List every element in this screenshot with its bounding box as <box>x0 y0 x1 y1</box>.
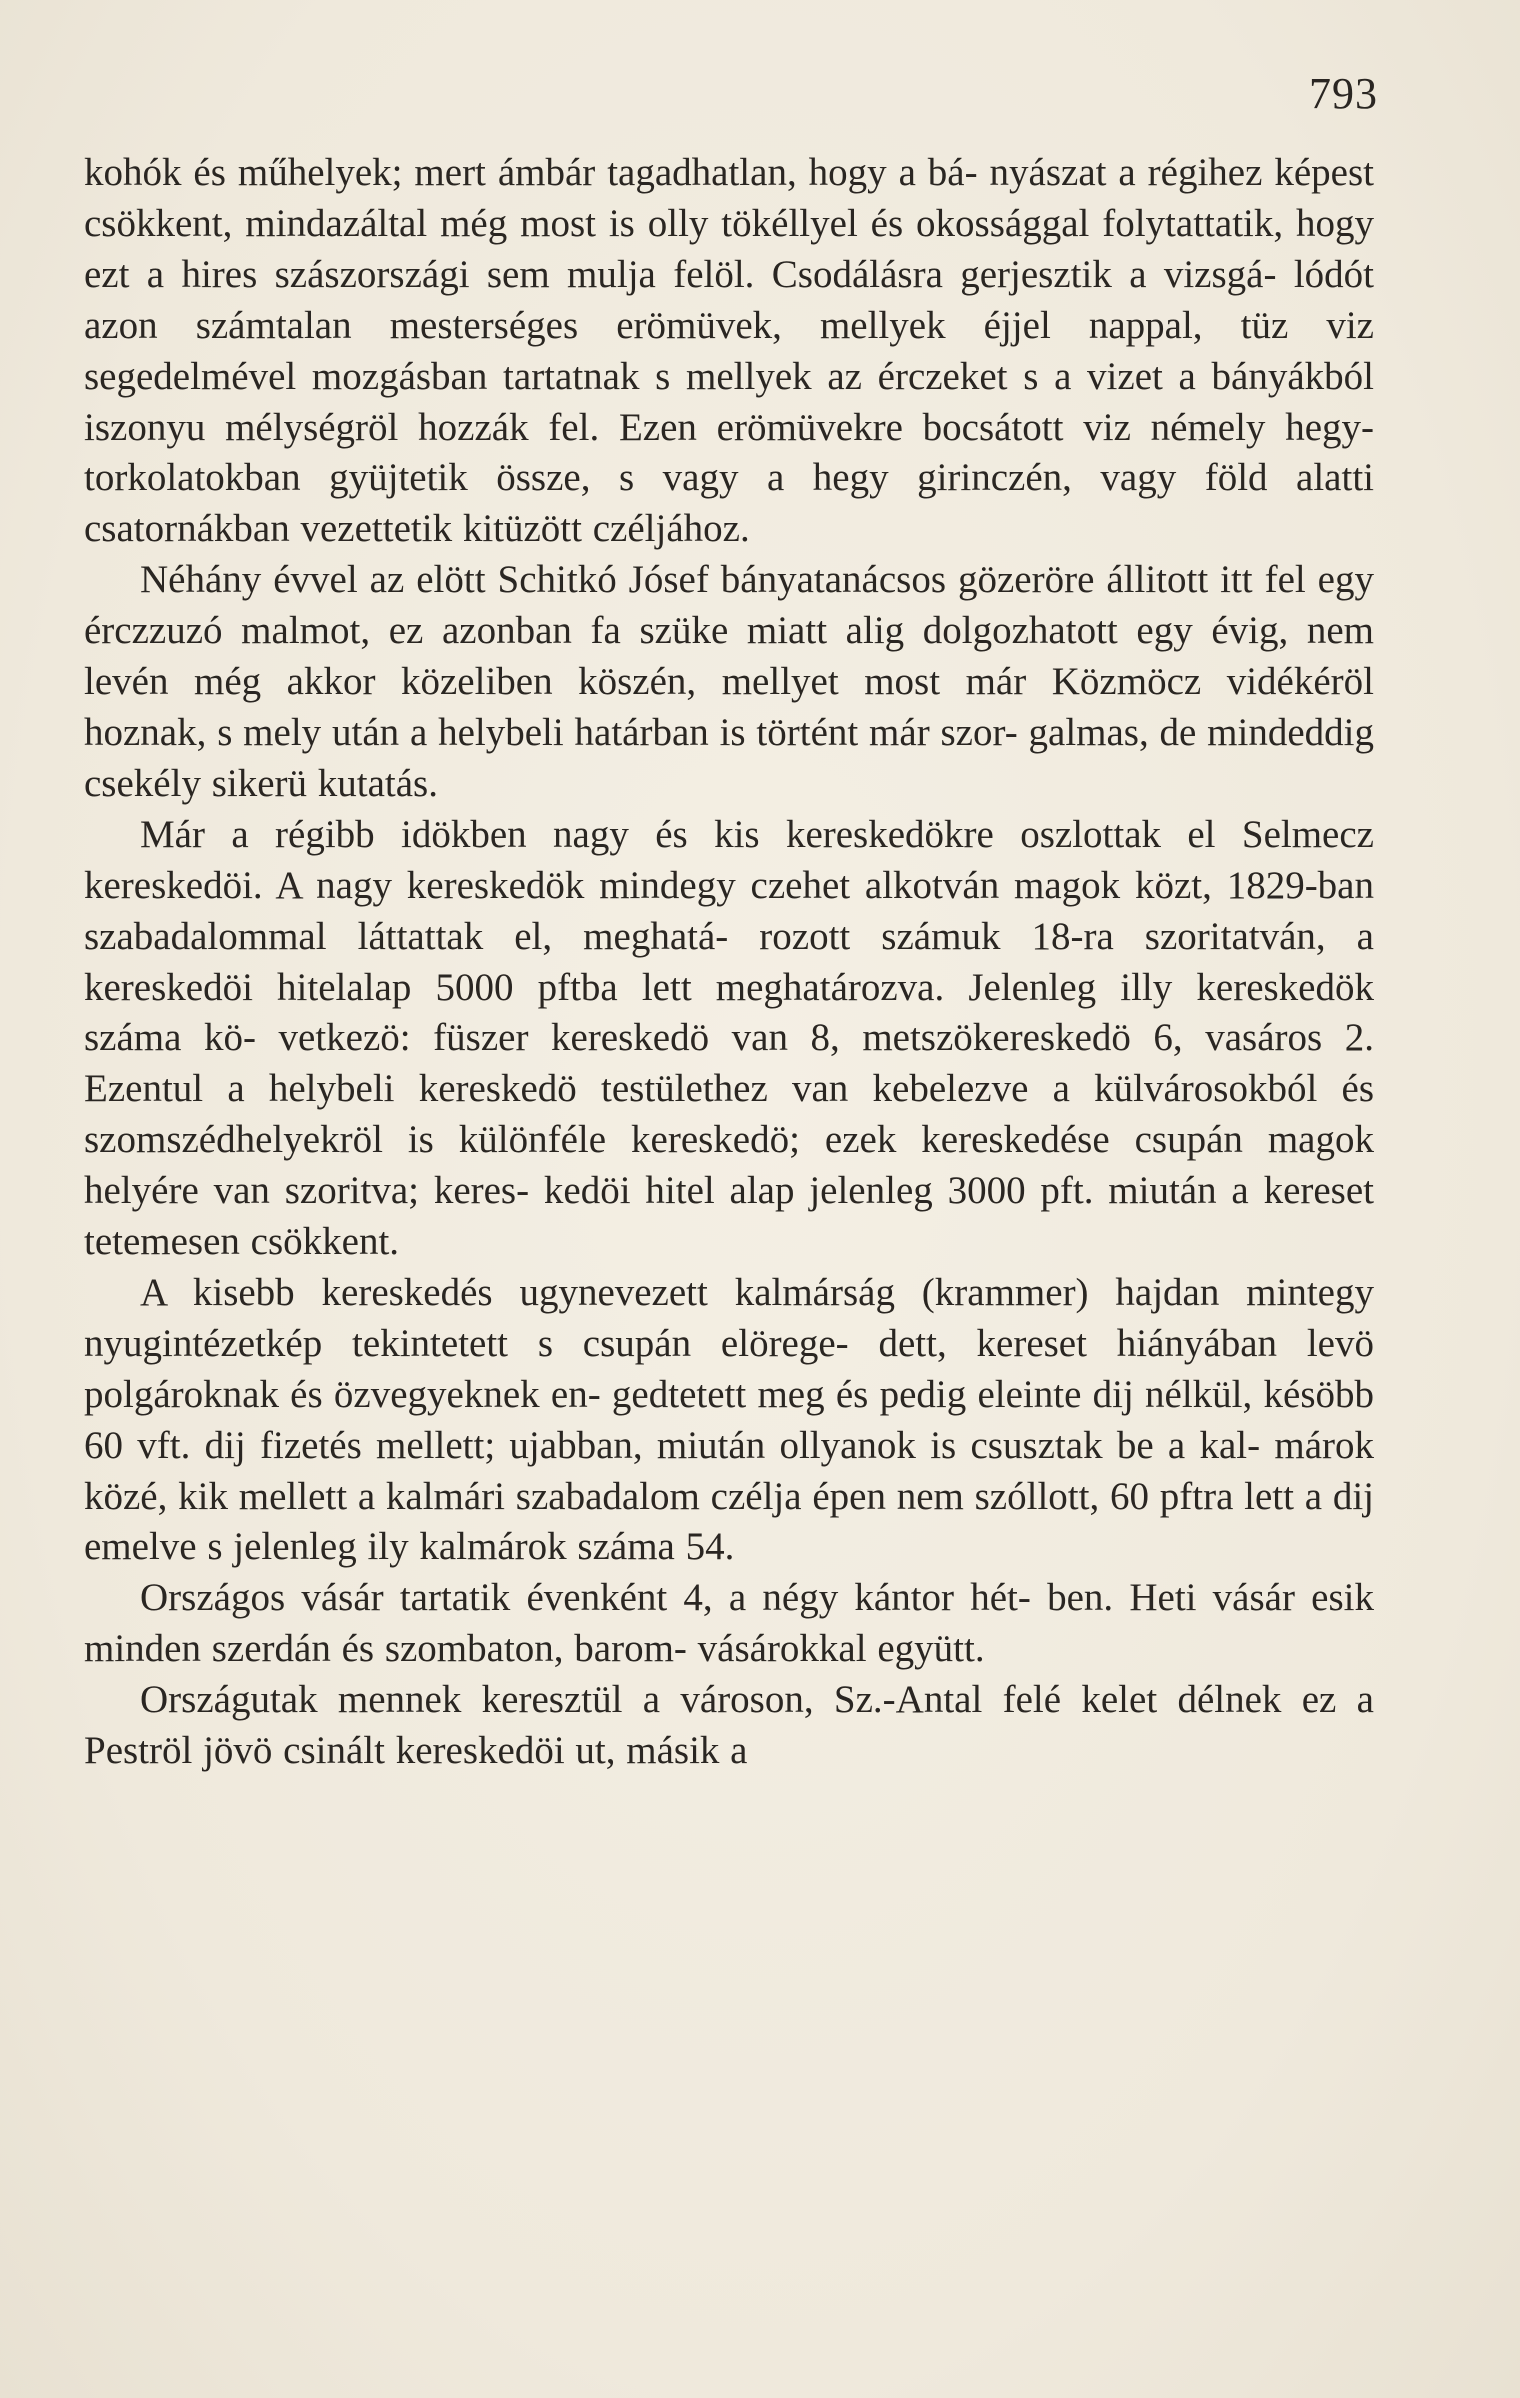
paragraph-fairs: Országos vásár tartatik évenként 4, a négy kántor hét- ben. Heti vásár esik minden szerdán és szombaton, barom- vásárokkal együtt. <box>84 1576 1374 1671</box>
paragraph-small-trade: A kisebb kereskedés ugynevezett kalmárság (krammer) hajdan mintegy nyugintézetkép tekintetett s csupán elörege- dett, kereset hiányában levö polgároknak és özvegyeknek en- gedtetett meg és pedig eleinte dij nélkül, késöbb 60 vft. dij fizetés mellett; ujabban, miután ollyanok is csusztak be a kal- márok közé, kik mellett a kalmári szabadalom czélja épen nem szóllott, 60 pftra lett a dij emelve s jelenleg ily kalmárok száma 54. <box>84 1270 1374 1569</box>
paragraph-merchants: Már a régibb idökben nagy és kis kereskedökre oszlottak el Selmecz kereskedöi. A nagy kereskedök mindegy czehet alkotván magok közt, 1829-ban szabadalommal láttattak el, meghatá- rozott számuk 18-ra szoritatván, a kereskedöi hitelalap 5000 pftba lett meghatározva. Jelenleg illy kereskedök száma kö- vetkezö: füszer kereskedö van 8, metszökereskedö 6, vasáros 2. Ezentul a helybeli kereskedö testülethez van kebelezve a külvárosokból és szomszédhelyekröl is különféle kereskedö; ezek kereskedése csupán magok helyére van szoritva; keres- kedöi hitel alap jelenleg 3000 pft. miután a kereset tetemesen csökkent. <box>84 812 1374 1264</box>
page-number: 793 <box>1309 69 1378 118</box>
paragraph-ore-crushing-mill: Néhány évvel az elött Schitkó Jósef bányatanácsos gözeröre állitott itt fel egy érczzuzó malmot, ez azonban fa szüke miatt alig dolgozhatott egy évig, nem levén még akkor közeliben köszén, mellyet most már Közmöcz vidékéröl hoznak, s mely után a helybeli határban is történt már szor- galmas, de mindeddig csekély sikerü kutatás. <box>84 558 1374 805</box>
body-text <box>84 148 1374 1777</box>
paragraph-roads: Országutak mennek keresztül a városon, Sz.-Antal felé kelet délnek ez a Peströl jövö csinált kereskedöi ut, másik a <box>84 1678 1374 1773</box>
paragraph-mining-works: kohók és műhelyek; mert ámbár tagadhatlan, hogy a bá- nyászat a régihez képest csökkent, mindazáltal még most is olly tökéllyel és okossággal folytattatik, hogy ezt a hires szászországi sem mulja felöl. Csodálásra gerjesztik a vizsgá- lódót azon számtalan mesterséges erömüvek, mellyek éjjel nappal, tüz viz segedelmével mozgásban tartatnak s mellyek az érczeket s a vizet a bányákból iszonyu mélységröl hozzák fel. Ezen erömüvekre bocsátott viz némely hegy-torkolatokban gyüjtetik össze, s vagy a hegy girinczén, vagy föld alatti csatornákban vezettetik kitüzött czéljához. <box>84 151 1374 551</box>
